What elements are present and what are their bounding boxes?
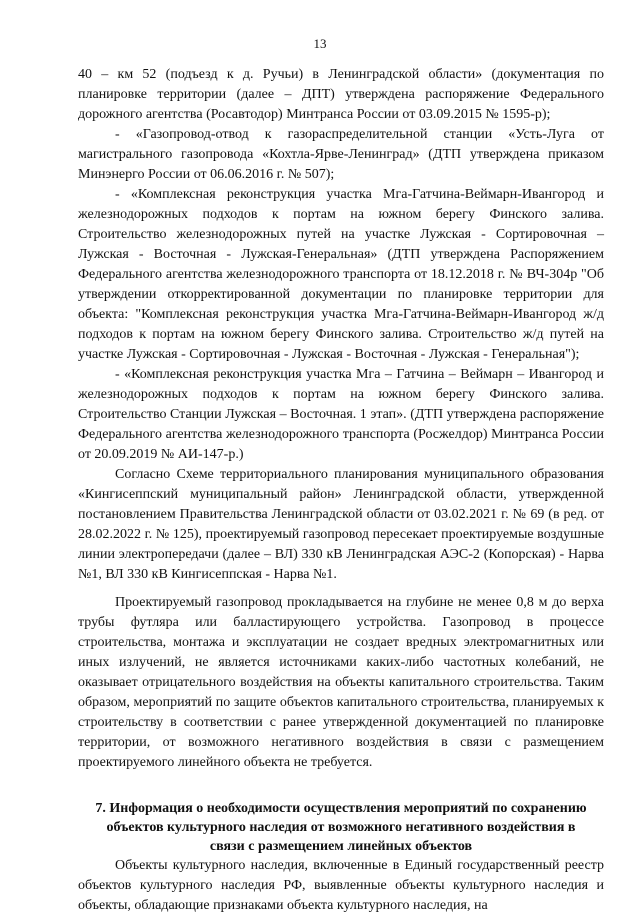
document-body [78,65,604,916]
paragraph-continuation: 40 – км 52 (подъезд к д. Ручьи) в Ленинградской области» (документация по планировке территории (далее – ДПТ) утверждена распоряжение Федерального дорожного агентства (Росавтодор) Минтранса России от 03.09.2015 № 1595-р); [78,67,604,122]
paragraph-pipeline-depth: Проектируемый газопровод прокладывается на глубине не менее 0,8 м до верха трубы футляра или балластирующего устройства. Газопровод в процессе строительства, монтажа и эксплуатации не создает вредных электромагнитных или иных излучений, не является источниками каких-либо частотных колебаний, не оказывает отрицательного воздействия на объекты капитального строительства. Таким образом, мероприятий по защите объектов капитального строительства, планируемых к строительству в соответствии с ранее утвержденной документацией по планировке территории, от возможного негативного воздействия в связи с размещением проектируемого линейного объекта не требуется. [78,595,604,770]
page-number: 13 [313,36,327,51]
section-heading: 7. Информация о необходимости осуществления мероприятий по сохранению объектов культурного наследия от возможного негативного воздействия в связи с размещением линейных объектов [95,801,587,854]
list-item-gas-pipeline-branch: - «Газопровод-отвод к газораспределительной станции «Усть-Луга от магистрального газопровода «Кохтла-Ярве-Ленинград» (ДТП утверждена приказом Минэнерго России от 06.06.2016 г. № 507); [78,127,604,182]
paragraph-cultural-heritage: Объекты культурного наследия, включенные в Единый государственный реестр объектов культурного наследия РФ, выявленные объекты культурного наследия и объекты, обладающие признаками объекта культурного наследия, на [78,858,604,913]
list-item-luzhskaya-station: - «Комплексная реконструкция участка Мга – Гатчина – Веймарн – Ивангород и железнодорожных подходов к портам на южном берегу Финского залива. Строительство Станции Лужская – Восточная. 1 этап». (ДТП утверждена распоряжение Федерального агентства железнодорожного транспорта (Росжелдор) Минтранса России от 20.09.2019 № АИ-147-р.) [78,367,604,462]
paragraph-territorial-planning: Согласно Схеме территориального планирования муниципального образования «Кингисеппский муниципальный район» Ленинградской области, утвержденной постановлением Правительства Ленинградской области от 03.02.2021 г. № 69 (в ред. от 28.02.2022 г. № 125), проектируемый газопровод пересекает проектируемые воздушные линии электропередачи (далее – ВЛ) 330 кВ Ленинградская АЭС-2 (Копорская) - Нарва №1, ВЛ 330 кВ Кингисеппская - Нарва №1. [78,467,604,582]
list-item-railway-reconstruction: - «Комплексная реконструкция участка Мга-Гатчина-Веймарн-Ивангород и железнодорожных подходов к портам на южном берегу Финского залива. Строительство железнодорожных путей на участке Лужская - Сортировочная – Лужская - Восточная - Лужская-Генеральная» (ДТП утверждена Распоряжением Федерального агентства железнодорожного транспорта от 18.12.2018 г. № ВЧ-304р "Об утверждении откорректированной документации по планировке территории для объекта: "Комплексная реконструкция участка Мга-Гатчина-Веймарн-Ивангород ж/д подходов к портам на южном берегу Финского залива. Строительство ж/д путей на участке Лужская - Сортировочная - Лужская - Восточная - Лужская - Генеральная"); [78,187,604,362]
